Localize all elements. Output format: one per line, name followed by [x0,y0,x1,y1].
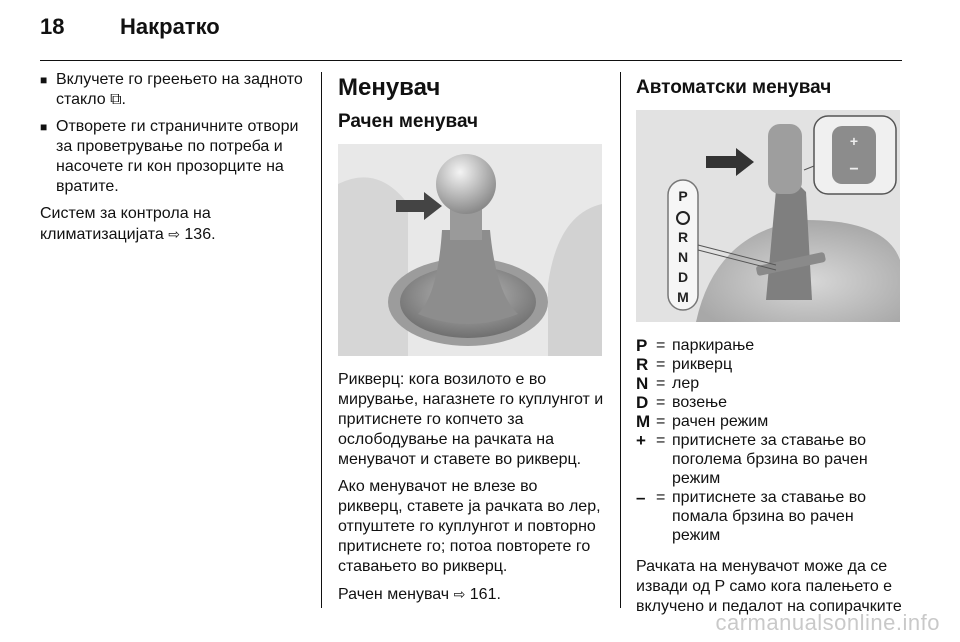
legend-row: M = рачен режим [636,412,769,431]
column-divider-2 [620,72,621,608]
column-3 [636,70,904,624]
paragraph: Рикверц: кога возилото е во мирување, нагазнете го куплунгот и притиснете го копчето за ослободување на рачката на менувачот и ставете во рикверц. [338,371,604,468]
gate-letter: R [677,229,689,245]
bullet-item: ■ Вклучете го греењето на задното стакло ⧉. [40,71,303,108]
closing-paragraph: Рачката на менувачот може да се извади од P само кога палењето е вклучено и педалот на сопирачките [636,558,902,615]
svg-text:−: − [849,161,859,178]
bullet-square-icon: ■ [40,73,48,87]
page-reference-link[interactable]: 136. [184,226,216,243]
legend-row: R = рикверц [636,355,733,374]
column-1 [40,70,316,252]
legend-row: + = притиснете за ставање во поголема брзина во рачен режим [636,431,868,487]
gate-letter: D [677,269,689,285]
bullet-square-icon: ■ [40,120,48,134]
paragraph: Ако менувачот не влезе во рикверц, ставете ја рачката во лер, отпуштете го куплунгот и повторно притиснете го; потоа повторете го ставањето во рикверц. [338,478,601,575]
page-reference-icon: ⇨ [453,586,466,602]
gate-letter: N [677,249,689,265]
section-title: Менувач [338,74,441,101]
column-divider-1 [321,72,322,608]
legend-row: – = притиснете за ставање во помала брзина во рачен режим [636,488,866,544]
manual-gearshift-image [338,144,602,356]
manual-gearbox-reference: Рачен менувач ⇨ 161. [338,586,501,603]
column-2 [338,70,606,612]
page-title: Накратко [120,14,220,39]
automatic-gearshift-image [636,110,900,322]
gate-letter: P [678,188,688,204]
bullet-item: ■ Отворете ги страничните отвори за проветрување по потреба и насочете ги кон прозорците на вратите. [40,118,299,195]
climate-reference: Систем за контрола на климатизацијата ⇨ 136. [40,205,216,243]
svg-text:+: + [849,133,859,149]
page-number: 18 [40,14,65,39]
legend-row: N = лер [636,374,700,393]
legend-row: D = возење [636,393,727,412]
page-header [40,14,220,44]
page-reference-icon: ⇨ [168,226,180,242]
gear-legend [636,336,904,545]
gate-letter: M [677,289,689,305]
legend-row: P = паркирање [636,336,755,355]
header-rule [40,60,902,61]
page-reference-link[interactable]: 161. [469,586,501,603]
subsection-title: Рачен менувач [338,111,479,132]
watermark: carmanualsonline.info [715,610,940,635]
subsection-title: Автоматски менувач [636,77,832,98]
